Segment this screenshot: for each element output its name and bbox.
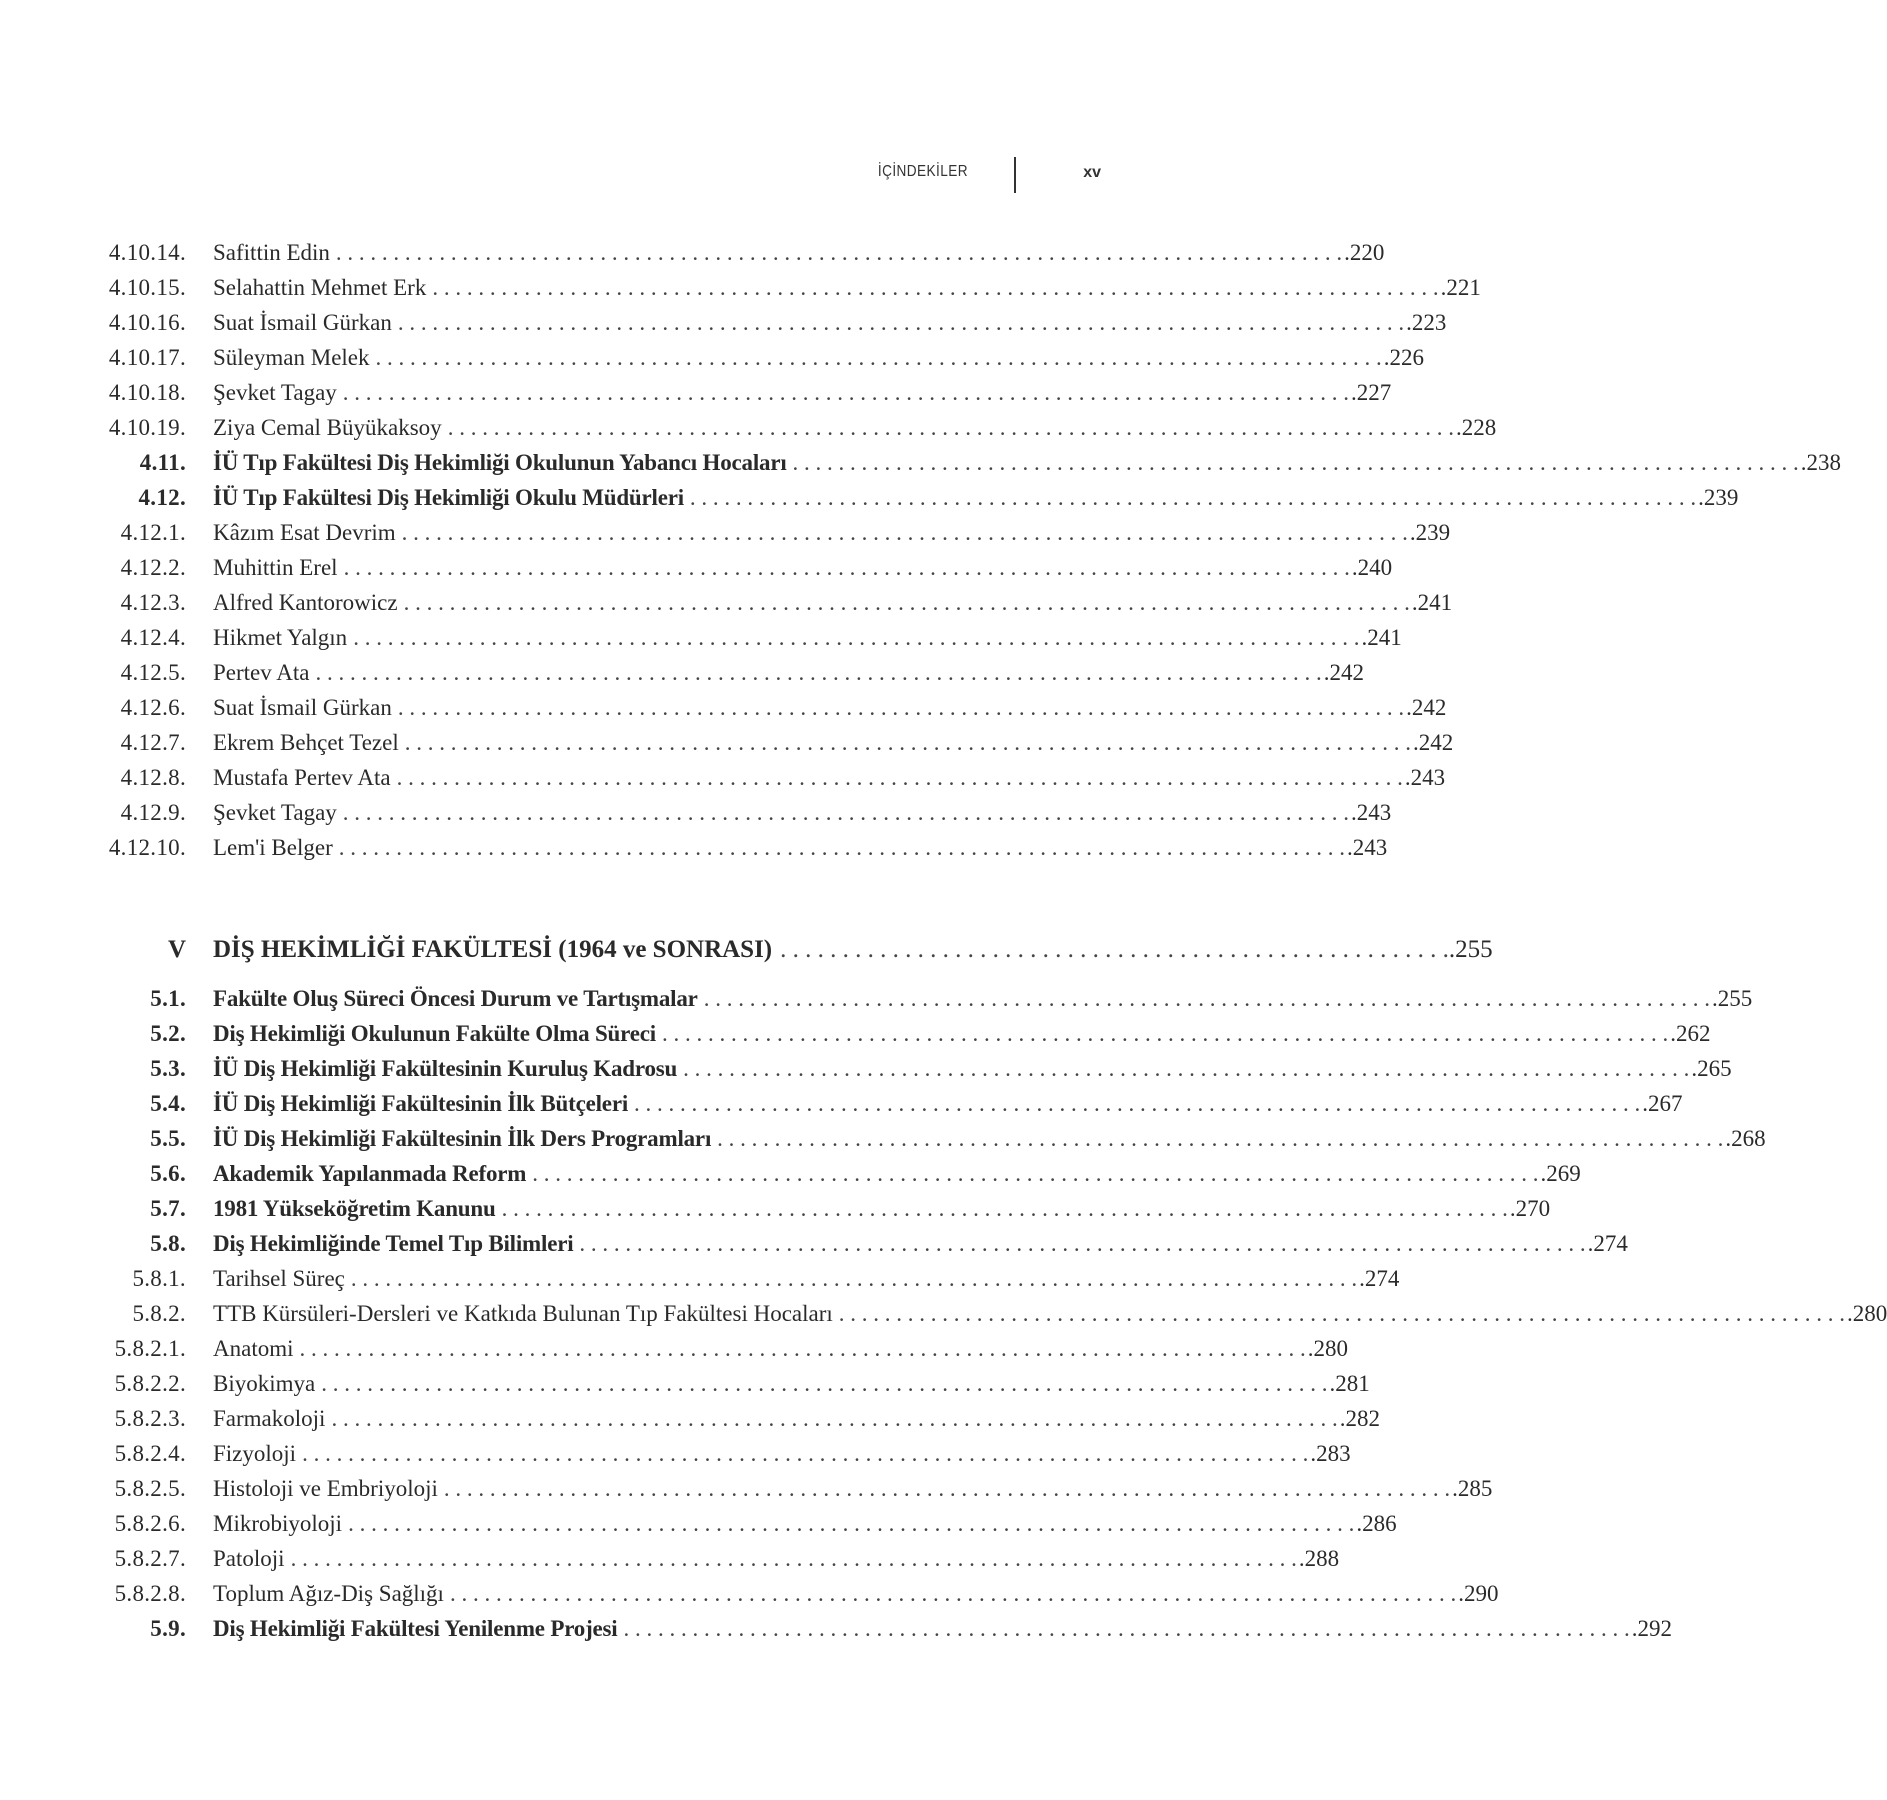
toc-entry-page: .280 [1307, 1336, 1348, 1361]
header-page-number: xv [1083, 164, 1101, 181]
toc-entry[interactable] [0, 1261, 1400, 1296]
toc-entry-title: Fakülte Oluş Süreci Öncesi Durum ve Tartışmalar [213, 986, 698, 1011]
toc-entry-line [213, 1331, 1348, 1366]
toc-entry-page: .270 [1509, 1196, 1551, 1221]
toc-entry-title: İÜ Diş Hekimliği Fakültesinin İlk Bütçeleri [213, 1091, 629, 1116]
toc-entry-number: 5.8.1. [132, 1266, 186, 1291]
toc-entry-number: 5.8.2.5. [114, 1476, 186, 1501]
toc-entry-title: 1981 Yükseköğretim Kanunu [213, 1196, 496, 1221]
toc-entry-number: 4.10.16. [108, 310, 186, 335]
dot-leader [391, 760, 1403, 795]
toc-entry-page: .290 [1458, 1581, 1499, 1606]
toc-entry-title: Pertev Ata [213, 660, 310, 685]
toc-entry[interactable] [0, 1436, 1351, 1471]
chapter-line [213, 930, 1493, 970]
toc-entry-line [213, 725, 1454, 760]
toc-entry-title: Biyokimya [213, 1371, 316, 1396]
toc-entry-line [213, 981, 1753, 1016]
dot-leader [330, 235, 1342, 270]
toc-entry-page: .286 [1356, 1511, 1397, 1536]
dot-leader [656, 1016, 1668, 1051]
toc-entry-page: .239 [1409, 520, 1451, 545]
dot-leader [392, 690, 1404, 725]
toc-entry-number: 4.10.17. [108, 345, 186, 370]
toc-entry-line [213, 235, 1385, 270]
toc-entry-number: 5.8.2.2. [114, 1371, 186, 1396]
dot-leader [333, 830, 1345, 865]
toc-entry-page: .227 [1351, 380, 1392, 405]
toc-entry[interactable] [0, 1366, 1370, 1401]
toc-entry-line [213, 375, 1392, 410]
toc-entry-line [213, 1366, 1370, 1401]
dot-leader [496, 1191, 1508, 1226]
toc-entry-title: Tarihsel Süreç [213, 1266, 345, 1291]
dot-leader [772, 930, 1449, 970]
toc-entry-page: .282 [1339, 1406, 1380, 1431]
dot-leader [711, 1121, 1723, 1156]
toc-entry-page: .243 [1404, 765, 1446, 790]
dot-leader [342, 1506, 1354, 1541]
toc-entry-title: Şevket Tagay [213, 800, 337, 825]
toc-entry-line [213, 1016, 1711, 1051]
toc-entry[interactable] [0, 1576, 1499, 1611]
toc-entry-title: Şevket Tagay [213, 380, 337, 405]
toc-entry-number: 4.10.18. [108, 380, 186, 405]
toc-entry-line [213, 550, 1393, 585]
toc-entry-page: .242 [1323, 660, 1364, 685]
dot-leader [345, 1261, 1357, 1296]
toc-entry-title: Farmakoloji [213, 1406, 326, 1431]
toc-entry-title: Toplum Ağız-Diş Sağlığı [213, 1581, 444, 1606]
toc-entry[interactable] [0, 1471, 1493, 1506]
toc-entry-number: 4.12. [138, 485, 186, 510]
toc-entry-page: .265 [1691, 1056, 1732, 1081]
toc-entry-page: .226 [1383, 345, 1424, 370]
toc-entry-line [213, 1121, 1766, 1156]
dot-leader [315, 1366, 1327, 1401]
dot-leader [296, 1436, 1308, 1471]
toc-entry-number: 5.7. [150, 1196, 186, 1221]
toc-entry[interactable] [0, 1121, 1766, 1156]
toc-entry[interactable] [0, 1506, 1397, 1541]
toc-entry-number: 5.1. [150, 986, 186, 1011]
toc-entry-title: Akademik Yapılanmada Reform [213, 1161, 527, 1186]
toc-entry-line [213, 1086, 1683, 1121]
toc-entry-page: .281 [1329, 1371, 1370, 1396]
toc-entry-page: .274 [1587, 1231, 1628, 1256]
dot-leader [325, 1401, 1337, 1436]
toc-entry-page: .221 [1440, 275, 1481, 300]
dot-leader [347, 620, 1359, 655]
toc-entry-number: 5.8.2.6. [114, 1511, 186, 1536]
toc-entry-line [213, 1401, 1380, 1436]
dot-leader [370, 340, 1382, 375]
toc-entry-line [213, 410, 1497, 445]
toc-entry-page: .242 [1406, 695, 1447, 720]
toc-entry-title: Anatomi [213, 1336, 294, 1361]
dot-leader [337, 375, 1349, 410]
toc-entry[interactable] [0, 690, 1447, 725]
toc-entry-line [213, 655, 1364, 690]
dot-leader [337, 795, 1349, 830]
toc-entry[interactable] [0, 1541, 1340, 1576]
toc-entry-number: 5.8.2.7. [114, 1546, 186, 1571]
toc-entry[interactable] [0, 830, 1388, 865]
toc-entry-page: .241 [1411, 590, 1453, 615]
toc-entry-line [213, 620, 1402, 655]
toc-entry-number: 4.12.6. [120, 695, 186, 720]
toc-entry-title: Patoloji [213, 1546, 285, 1571]
toc-entry-number: 5.5. [150, 1126, 186, 1151]
toc-entry-title: Mikrobiyoloji [213, 1511, 343, 1536]
toc-entry[interactable] [0, 305, 1447, 340]
toc-entry-number: 4.10.19. [108, 415, 186, 440]
toc-entry-line [213, 1226, 1628, 1261]
toc-entry-page: .280 [1847, 1301, 1887, 1326]
toc-entry-number: 4.12.2. [120, 555, 186, 580]
toc-entry-title: TTB Kürsüleri-Dersleri ve Katkıda Bulunan Tıp Fakültesi Hocaları [213, 1301, 833, 1326]
toc-entry-number: 5.3. [150, 1056, 186, 1081]
toc-entry-number: 4.12.1. [120, 520, 186, 545]
toc-entry-number: 4.12.10. [108, 835, 186, 860]
toc-entry-number: 4.11. [139, 450, 186, 475]
dot-leader [392, 305, 1404, 340]
toc-entry-title: Ziya Cemal Büyükaksoy [213, 415, 442, 440]
toc-entry-line [213, 1576, 1499, 1611]
toc-entry[interactable] [0, 1191, 1551, 1226]
toc-entry[interactable] [0, 1331, 1348, 1366]
toc-entry[interactable] [0, 515, 1451, 550]
toc-entry-title: İÜ Tıp Fakültesi Diş Hekimliği Okulunun Yabancı Hocaları [213, 450, 787, 475]
header-title: İÇİNDEKİLER [877, 163, 968, 180]
toc-entry-title: Diş Hekimliği Fakültesi Yenilenme Projesi [213, 1616, 618, 1641]
toc-entry-page: .240 [1351, 555, 1393, 580]
dot-leader [833, 1296, 1845, 1331]
toc-entry-page: .228 [1455, 415, 1497, 440]
chapter-heading[interactable] [0, 930, 1493, 970]
toc-entry-title: İÜ Tıp Fakültesi Diş Hekimliği Okulu Müdürleri [213, 485, 684, 510]
header-divider [1014, 157, 1016, 193]
toc-entry-line [213, 1156, 1581, 1191]
toc-entry-number: 5.8.2.3. [114, 1406, 186, 1431]
toc-entry-number: 5.8. [150, 1231, 186, 1256]
toc-entry-number: 5.8.2.4. [114, 1441, 186, 1466]
toc-entry-number: 5.2. [150, 1021, 186, 1046]
dot-leader [399, 725, 1411, 760]
toc-entry-line [213, 1261, 1400, 1296]
toc-entry-line [213, 1541, 1340, 1576]
toc-entry-page: .283 [1310, 1441, 1351, 1466]
toc-entry-title: Safittin Edin [213, 240, 330, 265]
toc-entry-title: Ekrem Behçet Tezel [213, 730, 399, 755]
toc-entry-line [213, 270, 1481, 305]
dot-leader [787, 445, 1799, 480]
toc-entry-page: .292 [1631, 1616, 1672, 1641]
toc-entry-line [213, 830, 1388, 865]
toc-entry-number: 4.10.14. [108, 240, 186, 265]
toc-entry-number: 5.8.2. [132, 1301, 186, 1326]
toc-entry-title: Alfred Kantorowicz [213, 590, 398, 615]
toc-entry-number: 4.12.8. [120, 765, 186, 790]
toc-entry-line [213, 1611, 1672, 1646]
toc-entry[interactable] [0, 375, 1392, 410]
toc-entry[interactable] [0, 270, 1481, 305]
toc-entry-line [213, 1436, 1351, 1471]
dot-leader [294, 1331, 1306, 1366]
toc-entry-title: Suat İsmail Gürkan [213, 695, 392, 720]
toc-entry-line [213, 1051, 1732, 1086]
toc-entry-line [213, 1191, 1551, 1226]
toc-entry-page: .241 [1361, 625, 1402, 650]
toc-entry-line [213, 340, 1424, 375]
toc-entry-title: Kâzım Esat Devrim [213, 520, 396, 545]
toc-entry[interactable] [0, 410, 1497, 445]
toc-entry-page: .288 [1298, 1546, 1340, 1571]
toc-entry-page: .238 [1800, 450, 1842, 475]
toc-entry[interactable] [0, 340, 1424, 375]
toc-entry-page: .242 [1412, 730, 1454, 755]
toc-entry-number: 4.12.5. [120, 660, 186, 685]
toc-entry-line [213, 585, 1453, 620]
toc-entry-line [213, 515, 1451, 550]
dot-leader [444, 1576, 1456, 1611]
toc-entry[interactable] [0, 445, 1842, 480]
toc-entry[interactable] [0, 1611, 1672, 1646]
toc-entry-page: .220 [1344, 240, 1385, 265]
toc-entry-page: .274 [1359, 1266, 1400, 1291]
toc-entry-title: Lem'i Belger [213, 835, 333, 860]
toc-section-5 [0, 981, 1887, 1646]
dot-leader [698, 981, 1710, 1016]
toc-entry[interactable] [0, 725, 1454, 760]
toc-section-4 [0, 235, 1842, 865]
dot-leader [426, 270, 1438, 305]
toc-entry-title: Diş Hekimliği Okulunun Fakülte Olma Süreci [213, 1021, 656, 1046]
toc-entry-number: 4.10.15. [108, 275, 186, 300]
toc-entry[interactable] [0, 1401, 1380, 1436]
toc-entry-page: .268 [1725, 1126, 1766, 1151]
toc-entry[interactable] [0, 1226, 1628, 1261]
toc-entry-title: İÜ Diş Hekimliği Fakültesinin İlk Ders Programları [213, 1126, 712, 1151]
dot-leader [398, 585, 1410, 620]
dot-leader [618, 1611, 1630, 1646]
running-header [0, 157, 1200, 197]
toc-entry-title: Histoloji ve Embriyoloji [213, 1476, 438, 1501]
toc-entry-number: 5.8.2.1. [114, 1336, 186, 1361]
toc-entry[interactable] [0, 981, 1753, 1016]
toc-entry[interactable] [0, 620, 1402, 655]
dot-leader [442, 410, 1454, 445]
toc-entry[interactable] [0, 235, 1385, 270]
toc-entry-line [213, 760, 1446, 795]
toc-entry[interactable] [0, 1156, 1581, 1191]
toc-entry-title: Diş Hekimliğinde Temel Tıp Bilimleri [213, 1231, 574, 1256]
toc-entry-line [213, 445, 1842, 480]
chapter-title: DİŞ HEKİMLİĞİ FAKÜLTESİ (1964 ve SONRASI) [213, 936, 773, 963]
toc-entry-line [213, 690, 1447, 725]
toc-entry-title: Süleyman Melek [213, 345, 370, 370]
toc-entry-page: .285 [1452, 1476, 1493, 1501]
toc-entry-number: 5.9. [150, 1616, 186, 1641]
toc-entry-title: Fizyoloji [213, 1441, 297, 1466]
dot-leader [438, 1471, 1450, 1506]
toc-entry-number: 5.8.2.8. [114, 1581, 186, 1606]
toc-entry-number: 4.12.3. [120, 590, 186, 615]
toc-entry[interactable] [0, 480, 1739, 515]
dot-leader [285, 1541, 1297, 1576]
toc-entry-title: İÜ Diş Hekimliği Fakültesinin Kuruluş Kadrosu [213, 1056, 678, 1081]
dot-leader [309, 655, 1321, 690]
dot-leader [628, 1086, 1640, 1121]
toc-entry-page: .255 [1711, 986, 1753, 1011]
toc-entry-page: .243 [1347, 835, 1388, 860]
toc-entry-line [213, 1296, 1887, 1331]
dot-leader [573, 1226, 1585, 1261]
toc-entry-page: .262 [1670, 1021, 1711, 1046]
toc-entry-number: 4.12.7. [120, 730, 186, 755]
toc-entry-page: .269 [1540, 1161, 1581, 1186]
toc-entry-line [213, 480, 1739, 515]
chapter-page: .255 [1448, 936, 1493, 963]
toc-entry-page: .267 [1642, 1091, 1683, 1116]
toc-entry-page: .223 [1406, 310, 1447, 335]
toc-entry-line [213, 305, 1447, 340]
dot-leader [677, 1051, 1689, 1086]
toc-entry[interactable] [0, 795, 1392, 830]
dot-leader [526, 1156, 1538, 1191]
toc-entry-page: .243 [1351, 800, 1392, 825]
toc-entry-line [213, 795, 1392, 830]
toc-entry[interactable] [0, 1016, 1711, 1051]
toc-entry[interactable] [0, 1051, 1732, 1086]
toc-entry-page: .239 [1698, 485, 1739, 510]
toc-entry-line [213, 1506, 1397, 1541]
toc-entry[interactable] [0, 1296, 1887, 1331]
toc-entry-title: Hikmet Yalgın [213, 625, 348, 650]
toc-entry-number: 5.6. [150, 1161, 186, 1186]
toc-entry-title: Mustafa Pertev Ata [213, 765, 391, 790]
toc-entry[interactable] [0, 760, 1446, 795]
chapter-number: V [167, 936, 186, 963]
toc-entry-line [213, 1471, 1493, 1506]
toc-entry-title: Selahattin Mehmet Erk [213, 275, 427, 300]
dot-leader [338, 550, 1350, 585]
toc-entry[interactable] [0, 550, 1393, 585]
toc-entry-title: Suat İsmail Gürkan [213, 310, 392, 335]
dot-leader [684, 480, 1696, 515]
toc-entry-number: 5.4. [150, 1091, 186, 1116]
toc-entry-number: 4.12.9. [120, 800, 186, 825]
toc-entry-number: 4.12.4. [120, 625, 186, 650]
toc-entry[interactable] [0, 1086, 1683, 1121]
toc-entry-title: Muhittin Erel [213, 555, 338, 580]
toc-entry[interactable] [0, 655, 1364, 690]
dot-leader [396, 515, 1408, 550]
toc-entry[interactable] [0, 585, 1453, 620]
